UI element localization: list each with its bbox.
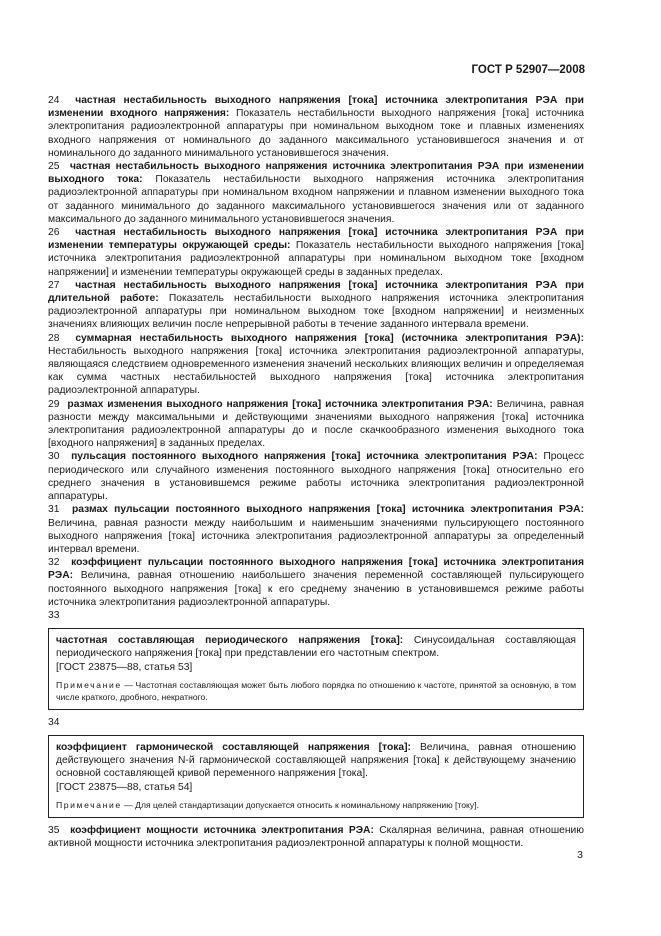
entry-term: суммарная нестабильность выходного напряжения [тока] (источника электропитания РЭА): xyxy=(75,332,584,344)
box-definition xyxy=(56,741,576,781)
box-note xyxy=(56,679,576,703)
quoted-term-box-33 xyxy=(48,628,584,710)
box-reference: [ГОСТ 23875—88, статья 54] xyxy=(56,781,193,793)
entry-term: коэффициент пульсации постоянного выходного напряжения [тока] источника электропитания РЭА: xyxy=(48,557,584,582)
entry-term: частная нестабильность выходного напряжения [тока] источника электропитания РЭА при длительной работе: xyxy=(48,279,584,305)
entry-number: 25 xyxy=(48,161,60,173)
term-entry-29 xyxy=(48,398,584,451)
entry-number: 26 xyxy=(48,227,60,239)
terms-content xyxy=(48,94,584,850)
box-def-text: Синусоидальная составляющая периодического напряжения [тока] при представлении его частотным спектром. xyxy=(56,635,577,660)
term-entry-25 xyxy=(48,160,584,226)
note-text: — Для целей стандартизации допускается относить к номинальному напряжению [току]. xyxy=(124,799,479,810)
document-code: ГОСТ Р 52907—2008 xyxy=(471,64,585,76)
entry-definition: Показатель нестабильности выходного напряжения источника электропитания радиоэлектронной аппаратуры при номинальном входном напряжении и плавном изменении выходного тока от заданного минимального до заданного максимального установившегося значения или от заданного максимального до заданного минимального установившегося значения. xyxy=(48,174,584,225)
term-entry-35 xyxy=(48,824,584,850)
entry-definition: Величина, равная разности между максимальными и действующими значениями выходного напряжения [тока] источника электропитания радиоэлектронной аппаратуры до и после скачкообразного изменения выходного тока [входного напряжения] в заданных пределах. xyxy=(48,398,584,450)
term-entry-26 xyxy=(48,226,584,279)
entry-definition: Показатель нестабильности выходного напряжения [тока] источника электропитания радиоэлектронной аппаратуры при номинальном выходном токе и плавных изменениях входного напряжения от номинального до заданного максимального установившегося значения и от номинального до заданного минимального установившегося значения. xyxy=(48,108,584,159)
entry-definition: Процесс периодического или случайного изменения постоянного выходного напряжения [тока] относительно его среднего значения в установившемся режиме работы источника электропитания радиоэлектронной аппаратуры. xyxy=(48,451,584,503)
entry-definition: Скалярная величина, равная отношению активной мощности источника электропитания радиоэлектронной аппаратуры к полной мощности. xyxy=(48,824,584,849)
entry-number: 35 xyxy=(48,824,60,836)
note-label: Примечание xyxy=(56,679,122,690)
entry-number: 27 xyxy=(48,279,60,291)
entry-definition: Величина, равная разности между наибольшим и наименьшим значениями пульсирующего постоянного выходного напряжения [тока] источника электропитания радиоэлектронной аппаратуры за определенный интервал времени. xyxy=(48,517,584,555)
term-entry-27 xyxy=(48,279,584,332)
entry-number-34: 34 xyxy=(48,716,60,728)
box-term: коэффициент гармонической составляющей напряжения [тока]: xyxy=(56,741,411,753)
term-entry-28 xyxy=(48,332,584,398)
entry-definition: Нестабильность выходного напряжения [тока] источника электропитания радиоэлектронной аппаратуры, являющаяся следствием одновременного изменения значений нескольких влияющих величин и определяемая как сумма частных нестабильностей выходного напряжения [тока] источника электропитания радиоэлектронной аппаратуры. xyxy=(48,345,584,397)
term-entry-31 xyxy=(48,503,584,556)
box-term: частотная составляющая периодического напряжения [тока]: xyxy=(56,635,404,647)
box-note xyxy=(56,799,576,811)
box-definition xyxy=(56,634,576,660)
entry-number: 31 xyxy=(48,504,60,516)
entry-number: 28 xyxy=(48,332,60,344)
entry-number-33: 33 xyxy=(48,609,60,621)
entry-number: 24 xyxy=(48,95,60,106)
box-def-text: Величина, равная отношению действующего значения N-й гармонической составляющей напряжения [тока] к действующему значению основной составляющей кривой переменного напряжения [тока]. xyxy=(56,741,576,780)
entry-term: частная нестабильность выходного напряжения [тока] источника электропитания РЭА при изменении температуры окружающей среды: xyxy=(48,227,584,252)
entry-term: частная нестабильность выходного напряжения источника электропитания РЭА при изменении выходного тока: xyxy=(48,161,584,186)
entry-term: размах пульсации постоянного выходного напряжения [тока] источника электропитания РЭА: xyxy=(71,504,584,516)
note-text: — Частотная составляющая может быть любого порядка по отношению к частоте, принятой за основную, в том числе краткого, дробного, некратного. xyxy=(56,679,576,702)
entry-definition: Величина, равная отношению наибольшего значения переменной составляющей пульсирующего постоянного выходного напряжения [тока] к его среднему значению в установившемся режиме работы источника электропитания радиоэлектронной аппаратуры. xyxy=(48,570,584,608)
entry-definition: Показатель нестабильности выходного напряжения [тока] источника электропитания радиоэлектронной аппаратуры при номинальном выходном токе [входном напряжении] и изменении температуры окружающей среды в заданных пределах. xyxy=(48,240,585,278)
entry-number: 32 xyxy=(48,557,60,569)
quoted-term-box-34 xyxy=(48,735,584,818)
box-reference: [ГОСТ 23875—88, статья 53] xyxy=(56,661,193,673)
entry-term: размах изменения выходного напряжения [тока] источника электропитания РЭА: xyxy=(67,398,493,410)
term-entry-30 xyxy=(48,450,584,503)
entry-term: частная нестабильность выходного напряжения [тока] источника электропитания РЭА при изменении входного напряжения: xyxy=(48,95,584,120)
entry-number: 30 xyxy=(48,451,60,463)
entry-term: коэффициент мощности источника электропитания РЭА: xyxy=(70,824,374,836)
note-label: Примечание xyxy=(56,799,122,810)
entry-definition: Показатель нестабильности выходного напряжения источника электропитания радиоэлектронной аппаратуры при номинальном выходном токе [входном напряжении] и неизменных значениях влияющих величин после непрерывной работы в течение заданного интервала времени. xyxy=(48,293,585,331)
entry-number: 29 xyxy=(48,398,60,410)
term-entry-32 xyxy=(48,556,584,609)
term-entry-24 xyxy=(48,94,584,160)
entry-term: пульсация постоянного выходного напряжения [тока] источника электропитания РЭА: xyxy=(71,451,538,463)
page-number: 3 xyxy=(577,849,583,861)
